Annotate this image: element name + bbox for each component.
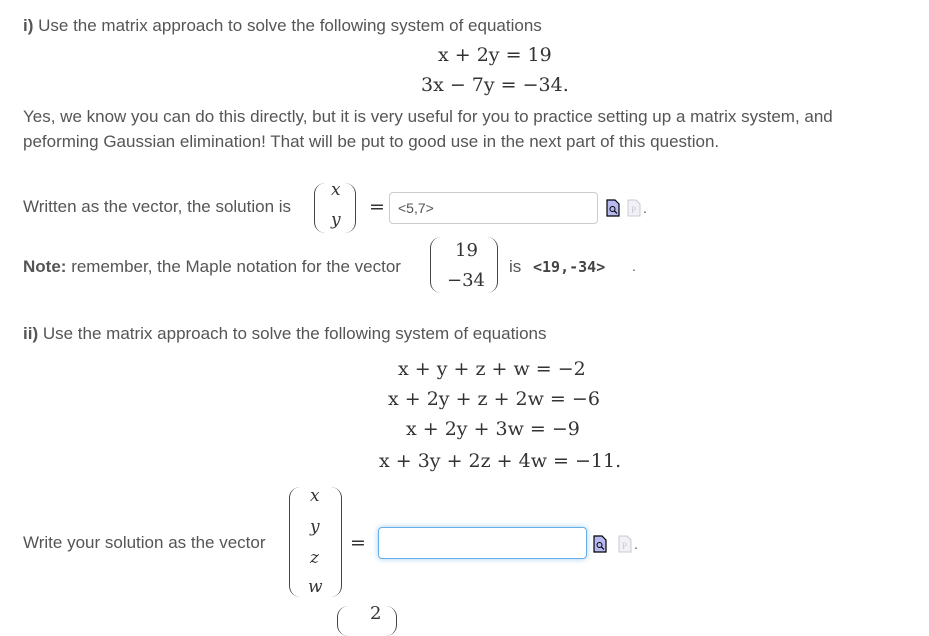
svg-text:P: P — [631, 205, 637, 215]
preview-magnifier-icon[interactable] — [606, 199, 620, 217]
plot-page-icon[interactable] — [618, 535, 632, 553]
part1-explanation-line2: peforming Gaussian elimination! That will be put to good use in the next part of this question. — [23, 132, 720, 151]
part1-explanation-line1: Yes, we know you can do this directly, but it is very useful for you to practice setting up a matrix system, and — [23, 107, 833, 126]
part2-prompt: ii) Use the matrix approach to solve the following system of equations — [23, 324, 547, 343]
part2-answer-input[interactable] — [378, 527, 587, 559]
part2-answer-label: Write your solution as the vector — [23, 533, 266, 552]
note-maple-notation: <19,-34> — [533, 258, 606, 276]
part1-label: i) — [23, 16, 34, 35]
plot-page-icon[interactable] — [627, 199, 641, 217]
part2-period: . — [634, 536, 638, 552]
part1-answer-label: Written as the vector, the solution is — [23, 197, 292, 216]
part1-prompt: i) Use the matrix approach to solve the following system of equations — [23, 16, 542, 35]
part1-period: . — [643, 200, 647, 216]
note-period: . — [632, 258, 636, 274]
svg-text:P: P — [622, 541, 628, 551]
note-is: is — [509, 257, 522, 276]
part1-note: Note: remember, the Maple notation for the vector — [23, 257, 401, 276]
part2-label: ii) — [23, 324, 39, 343]
part1-equation-2: 3x − 7y = −34. — [421, 74, 569, 96]
part1-equals: = — [369, 196, 385, 218]
part1-equation-1: x + 2y = 19 — [438, 44, 552, 66]
part1-answer-input[interactable]: <5,7> — [389, 192, 598, 224]
part2-equation-1: x + y + z + w = −2 — [398, 358, 586, 380]
part2-equation-3: x + 2y + 3w = −9 — [406, 418, 580, 440]
part2-equation-2: x + 2y + z + 2w = −6 — [388, 388, 600, 410]
preview-magnifier-icon[interactable] — [593, 535, 607, 553]
part2-equals: = — [350, 532, 366, 554]
note-label: Note: — [23, 257, 67, 276]
part2-equation-4: x + 3y + 2z + 4w = −11. — [379, 450, 622, 472]
